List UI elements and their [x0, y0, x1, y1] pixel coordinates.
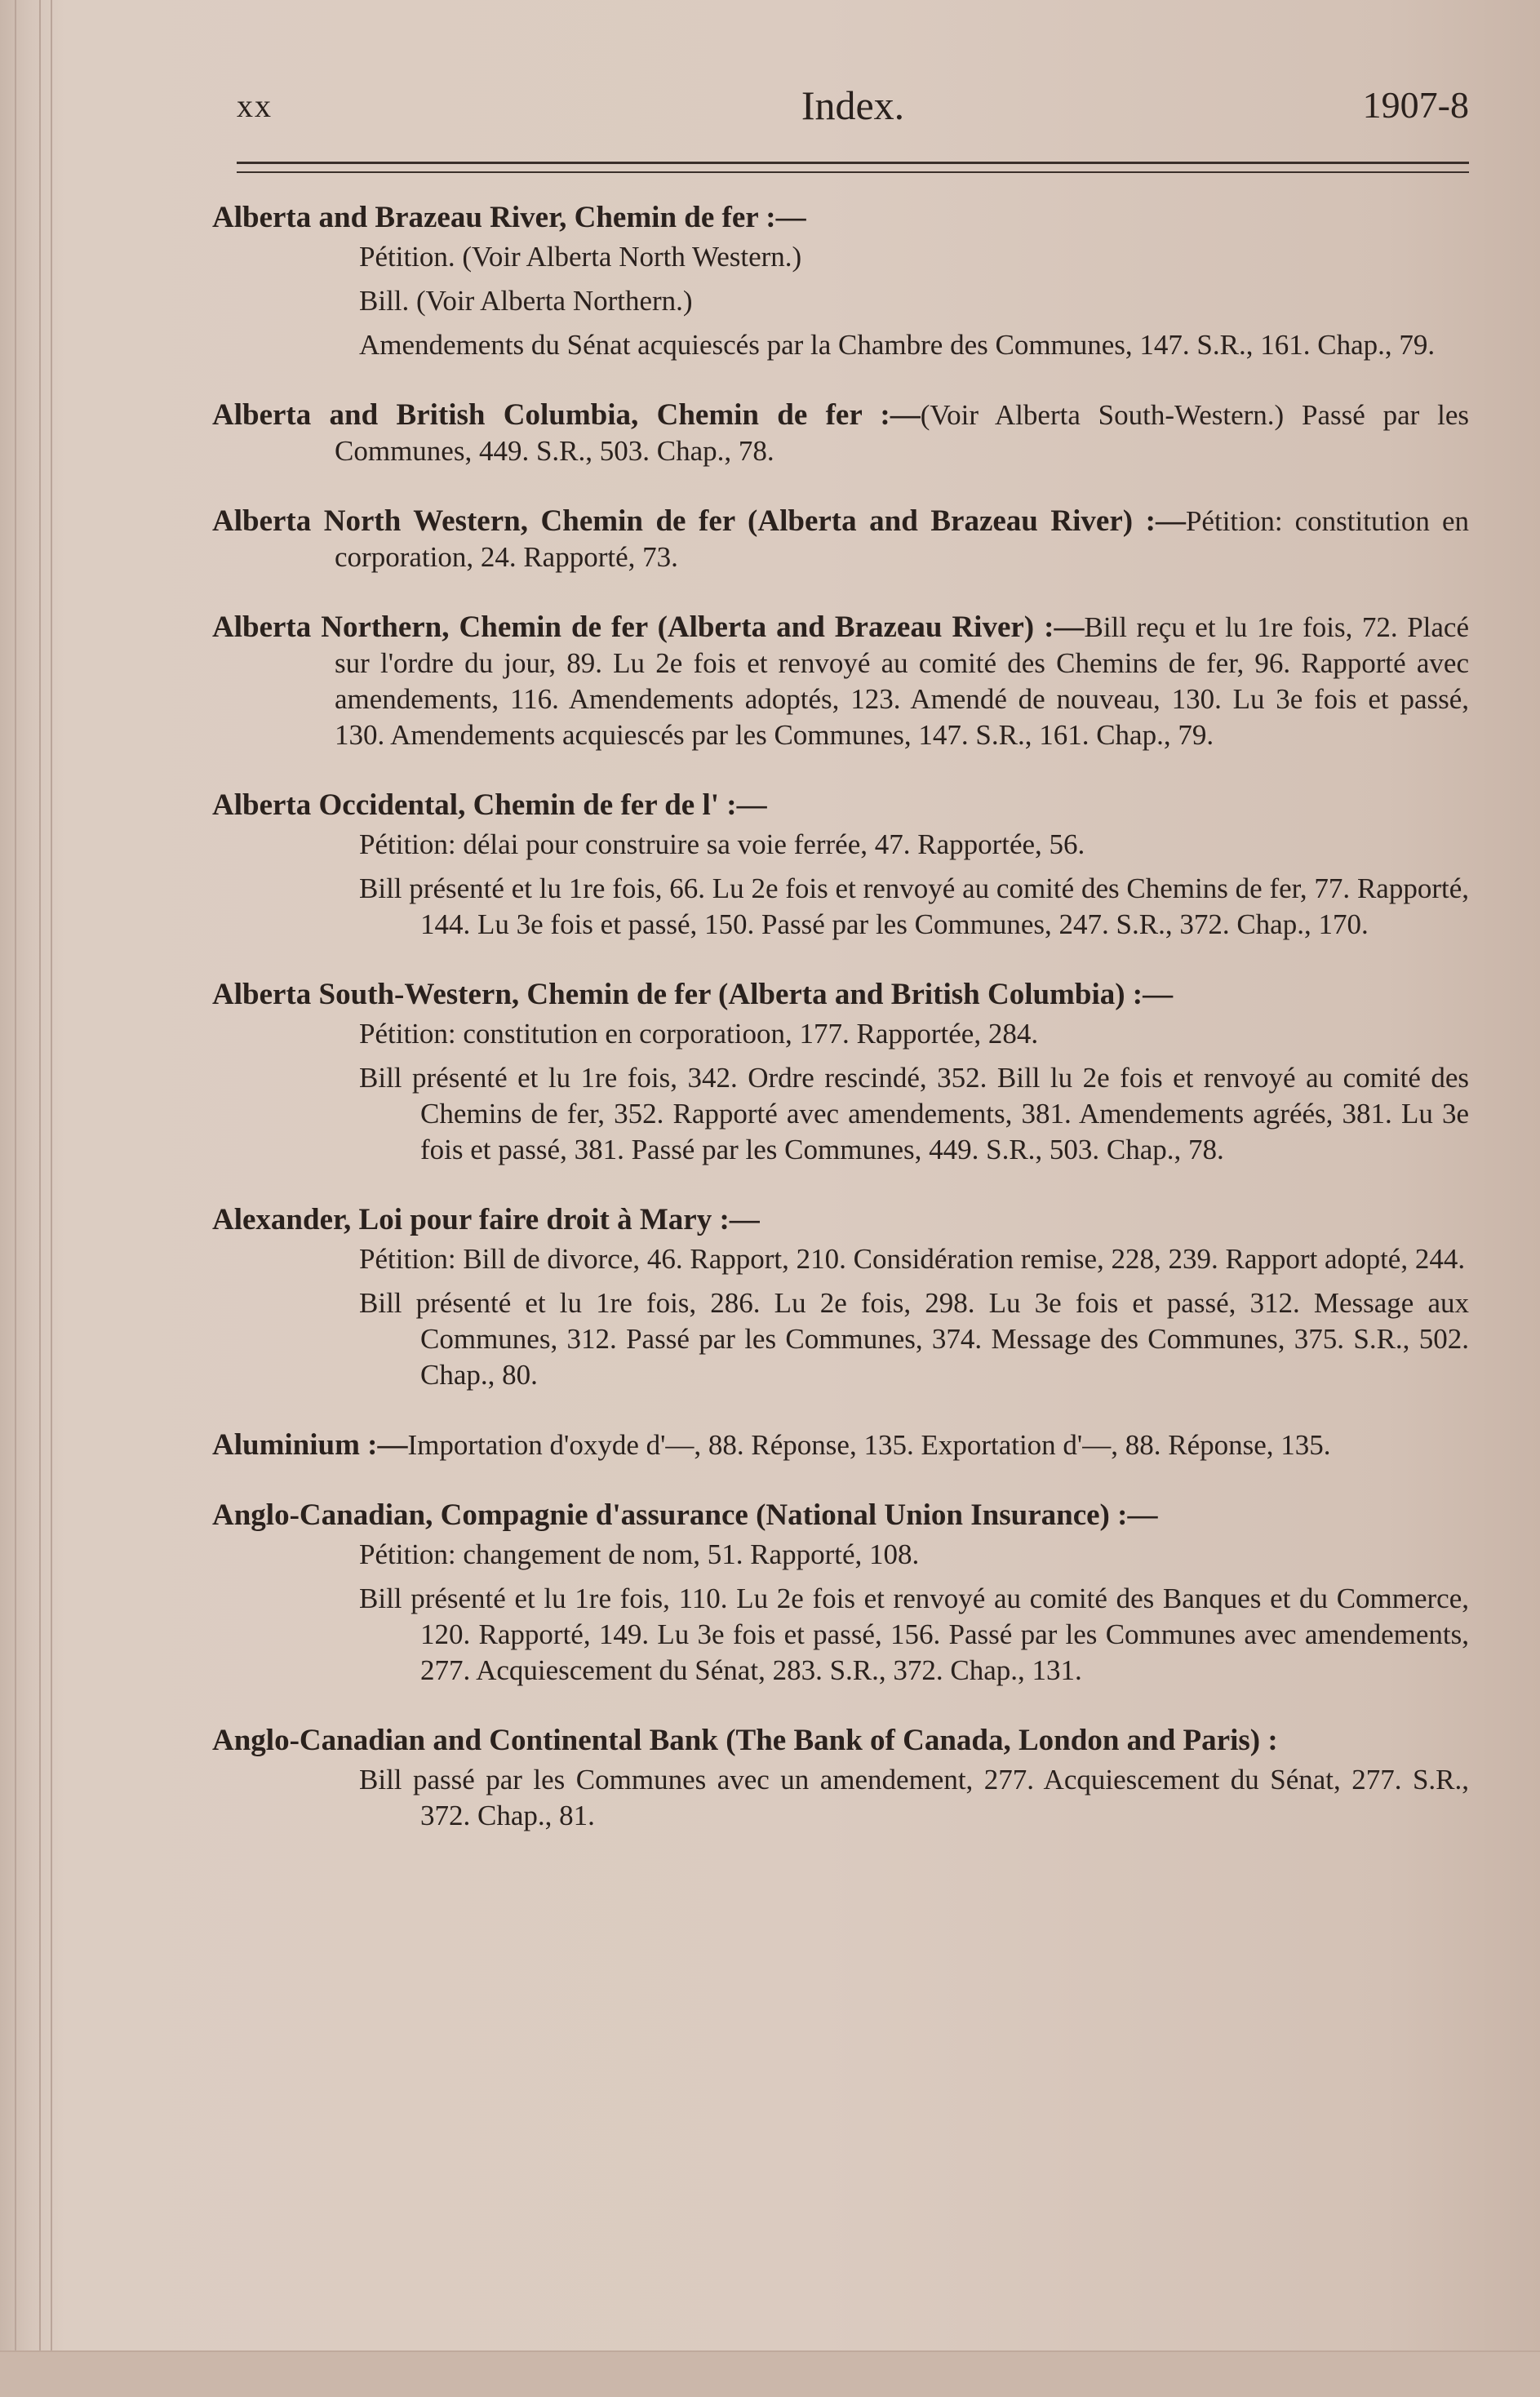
entry-inline-text: Bill reçu et lu 1re fois, 72. Placé sur l'ordre du jour, 89. Lu 2e fois et renvoyé au comité des Chemins de fer, 96. Rapporté avec amendements, 116. Amendements adoptés, 123. Amendé de nouveau, 130. Lu 3e fois et passé, 130. Amendements acquiescés par les Communes, 147. S.R., 161. Chap., 79.	[335, 611, 1469, 751]
entry-heading: Aluminium :—	[212, 1428, 408, 1462]
entry-heading-line	[212, 1427, 1469, 1463]
entry-heading-line	[212, 1202, 1469, 1238]
entry-heading-line	[212, 977, 1469, 1013]
running-head	[237, 82, 1469, 139]
entry-inline-text: Pétition: constitution en corporation, 24. Rapporté, 73.	[335, 505, 1469, 573]
entry-heading-line	[212, 1723, 1469, 1759]
index-entry	[212, 1427, 1469, 1463]
entry-heading: Alexander, Loi pour faire droit à Mary :—	[212, 1203, 760, 1236]
entry-heading-line	[212, 397, 1469, 469]
entry-subitem: Bill présenté et lu 1re fois, 110. Lu 2e fois et renvoyé au comité des Banques et du Commerce, 120. Rapporté, 149. Lu 3e fois et passé, 156. Passé par les Communes avec amendements, 277. Acquiescement du Sénat, 283. S.R., 372. Chap., 131.	[359, 1582, 1469, 1686]
gutter-line	[15, 0, 16, 2397]
index-entries	[212, 200, 1469, 1868]
entry-heading: Alberta and British Columbia, Chemin de fer :—	[212, 398, 921, 432]
page-bottom-edge	[0, 2350, 1540, 2397]
entry-heading: Alberta South-Western, Chemin de fer (Alberta and British Columbia) :—	[212, 978, 1174, 1011]
entry-subitem: Bill présenté et lu 1re fois, 286. Lu 2e fois, 298. Lu 3e fois et passé, 312. Message aux Communes, 312. Passé par les Communes, 374. Message des Communes, 375. S.R., 502. Chap., 80.	[359, 1287, 1469, 1391]
entry-heading: Alberta and Brazeau River, Chemin de fer :—	[212, 201, 806, 234]
entry-subitem: Pétition: Bill de divorce, 46. Rapport, 210. Considération remise, 228, 239. Rapport adopté, 244.	[359, 1243, 1466, 1275]
entry-heading: Alberta Occidental, Chemin de fer de l' :—	[212, 788, 767, 822]
index-entry	[212, 200, 1469, 363]
gutter-line	[51, 0, 52, 2397]
entry-heading-line	[212, 200, 1469, 236]
entry-heading-line	[212, 788, 1469, 823]
entry-subitem: Pétition: changement de nom, 51. Rapporté, 108.	[359, 1538, 920, 1570]
entry-heading-line	[212, 1498, 1469, 1534]
entry-subitem: Amendements du Sénat acquiescés par la Chambre des Communes, 147. S.R., 161. Chap., 79.	[359, 329, 1436, 361]
index-entry	[212, 977, 1469, 1168]
entry-subitem: Bill passé par les Communes avec un amendement, 277. Acquiescement du Sénat, 277. S.R., 372. Chap., 81.	[359, 1764, 1469, 1831]
index-entry	[212, 610, 1469, 753]
entry-heading: Alberta North Western, Chemin de fer (Alberta and Brazeau River) :—	[212, 504, 1186, 538]
page-number: xx	[237, 87, 273, 124]
index-entry	[212, 504, 1469, 575]
index-entry	[212, 1498, 1469, 1689]
gutter-line	[39, 0, 41, 2397]
index-entry	[212, 1723, 1469, 1834]
entry-subitem: Bill présenté et lu 1re fois, 66. Lu 2e fois et renvoyé au comité des Chemins de fer, 77. Rapporté, 144. Lu 3e fois et passé, 150. Passé par les Communes, 247. S.R., 372. Chap., 170.	[359, 872, 1469, 940]
entry-heading: Alberta Northern, Chemin de fer (Alberta and Brazeau River) :—	[212, 610, 1085, 644]
entry-heading-line	[212, 610, 1469, 753]
index-entry	[212, 1202, 1469, 1393]
header-rule	[237, 171, 1469, 173]
index-entry	[212, 788, 1469, 943]
entry-subitem: Pétition: constitution en corporatioon, 177. Rapportée, 284.	[359, 1018, 1039, 1050]
session-year: 1907-8	[1362, 84, 1469, 126]
entry-heading: Anglo-Canadian, Compagnie d'assurance (National Union Insurance) :—	[212, 1498, 1158, 1532]
index-entry	[212, 397, 1469, 469]
page-title: Index.	[801, 82, 905, 128]
entry-subitem: Pétition. (Voir Alberta North Western.)	[359, 241, 802, 273]
entry-inline-text: (Voir Alberta South-Western.) Passé par les Communes, 449. S.R., 503. Chap., 78.	[335, 399, 1469, 467]
header-rule	[237, 162, 1469, 164]
entry-inline-text: Importation d'oxyde d'—, 88. Réponse, 135. Exportation d'—, 88. Réponse, 135.	[407, 1429, 1331, 1461]
entry-heading-line	[212, 504, 1469, 575]
entry-subitem: Pétition: délai pour construire sa voie ferrée, 47. Rapportée, 56.	[359, 828, 1085, 860]
entry-subitem: Bill. (Voir Alberta Northern.)	[359, 285, 693, 317]
entry-heading: Anglo-Canadian and Continental Bank (The Bank of Canada, London and Paris) :	[212, 1724, 1278, 1757]
entry-subitem: Bill présenté et lu 1re fois, 342. Ordre rescindé, 352. Bill lu 2e fois et renvoyé au comité des Chemins de fer, 352. Rapporté avec amendements, 381. Amendements agréés, 381. Lu 3e fois et passé, 381. Passé par les Communes, 449. S.R., 503. Chap., 78.	[359, 1062, 1469, 1165]
